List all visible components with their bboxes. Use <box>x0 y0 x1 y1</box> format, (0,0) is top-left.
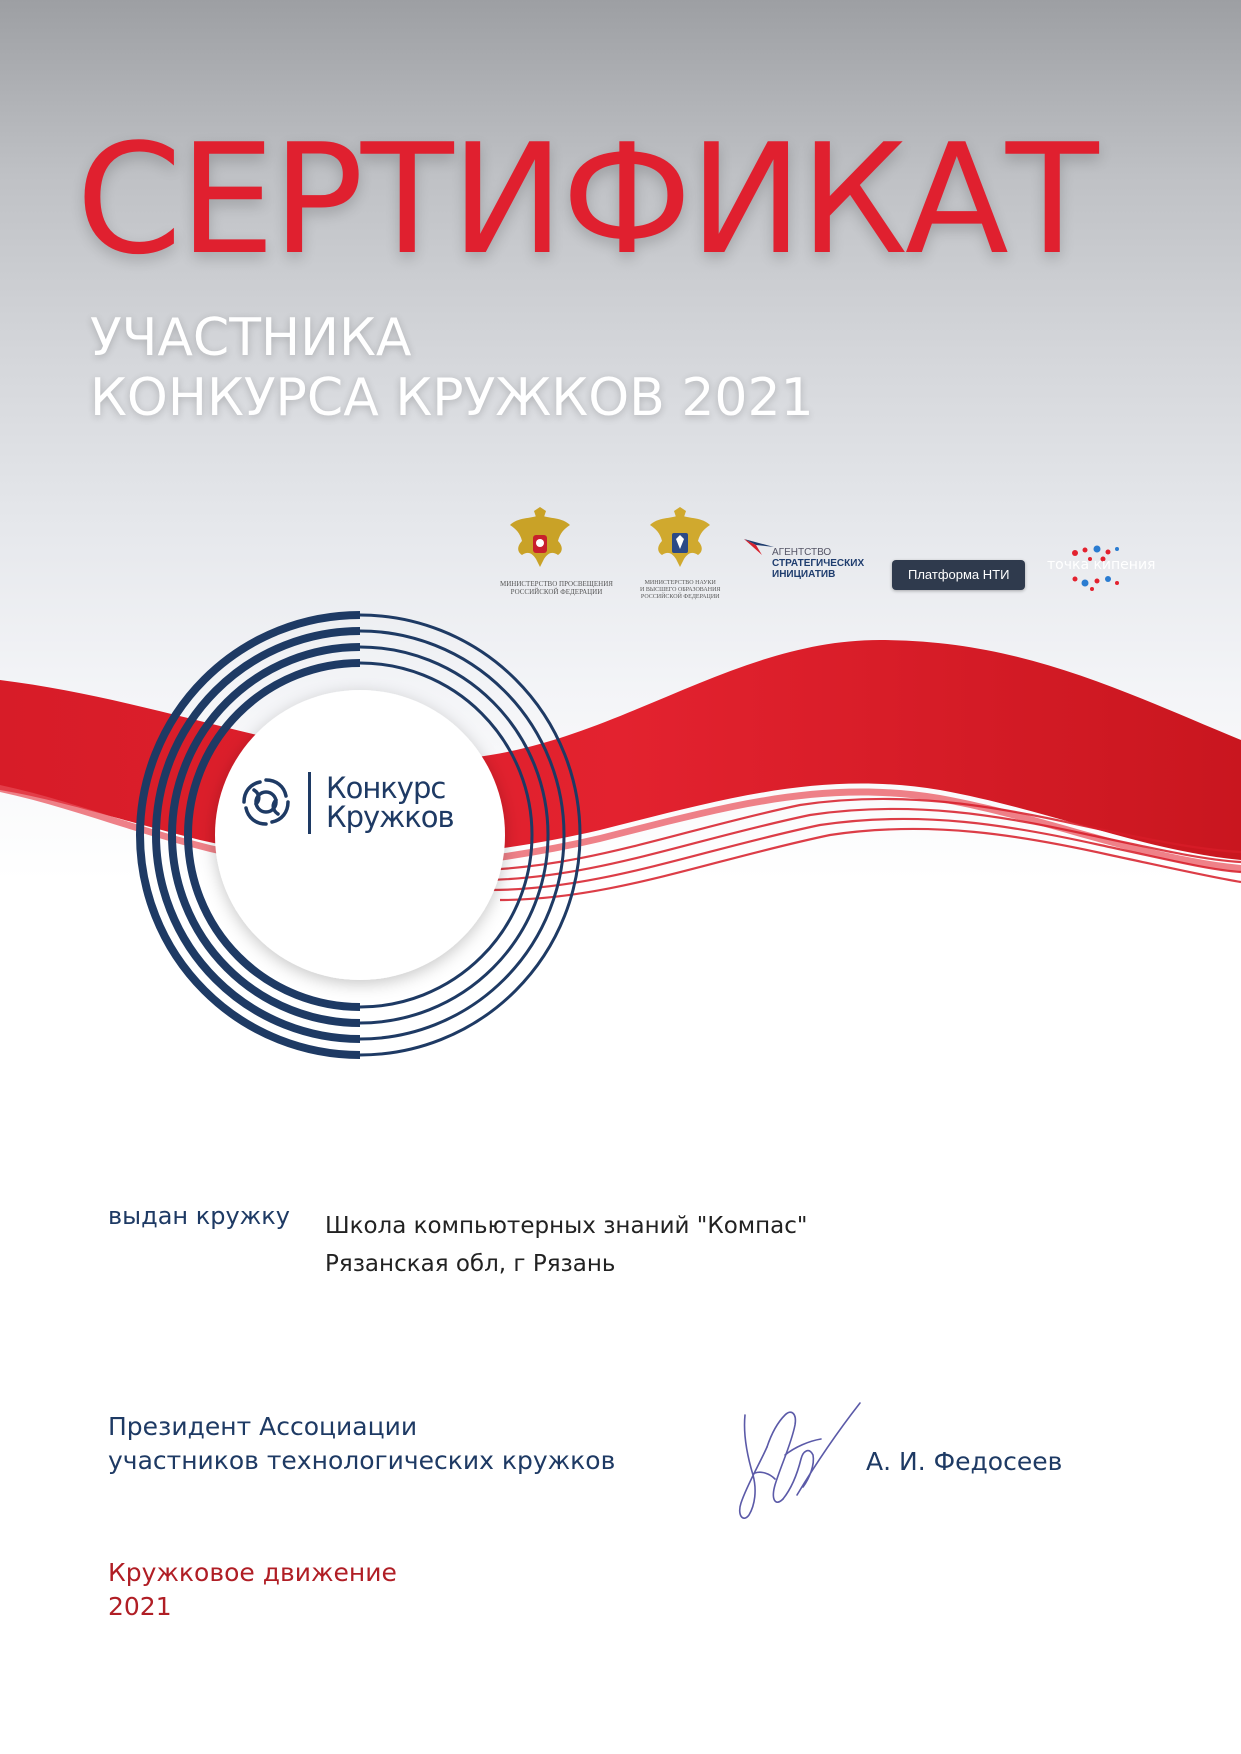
logo-ministry-education <box>500 505 613 596</box>
brand-divider <box>308 772 311 834</box>
signer-title <box>108 1410 615 1478</box>
caption-line-3: РОССИЙСКОЙ ФЕДЕРАЦИИ <box>640 594 720 600</box>
asi-wordmark <box>772 547 864 580</box>
footer-brand <box>108 1556 397 1624</box>
footer-year: 2021 <box>108 1592 172 1621</box>
tochka-kipeniya-wordmark: точка кипения <box>1047 557 1156 573</box>
issued-label: выдан кружку <box>108 1202 290 1230</box>
brand-line-1: Конкурс <box>326 771 446 805</box>
asi-line-1: АГЕНТСТВО <box>772 547 832 558</box>
center-disc <box>215 690 505 980</box>
recipient-name: Школа компьютерных знаний "Компас" <box>325 1213 808 1239</box>
subtitle-line-1: УЧАСТНИКА <box>90 308 412 368</box>
nti-platform-badge: Платформа НТИ <box>892 560 1025 590</box>
signer-title-line-2: участников технологических кружков <box>108 1446 616 1475</box>
asi-line-2: СТРАТЕГИЧЕСКИХ <box>772 558 865 569</box>
footer-line-1: Кружковое движение <box>108 1558 397 1587</box>
signer-name: А. И. Федосеев <box>866 1447 1063 1476</box>
recipient-block <box>325 1207 808 1283</box>
certificate-subtitle <box>90 308 814 428</box>
brand-line-2: Кружков <box>326 800 454 834</box>
handwritten-signature <box>725 1395 875 1535</box>
recipient-location: Рязанская обл, г Рязань <box>325 1251 616 1277</box>
caption-line-1: МИНИСТЕРСТВО ПРОСВЕЩЕНИЯ <box>500 580 613 588</box>
subtitle-line-2: КОНКУРСА КРУЖКОВ 2021 <box>90 368 814 428</box>
certificate-title: СЕРТИФИКАТ <box>76 111 1096 288</box>
logo-ministry-science <box>640 505 720 601</box>
caption-line-2: И ВЫСШЕГО ОБРАЗОВАНИЯ <box>640 587 721 593</box>
signer-title-line-1: Президент Ассоциации <box>108 1412 418 1441</box>
eagle-emblem-icon <box>500 505 580 575</box>
knot-logo-icon <box>236 772 296 832</box>
asi-arrow-icon <box>742 533 776 557</box>
logo-ministry-science-caption <box>640 580 720 601</box>
asi-line-3: ИНИЦИАТИВ <box>772 569 836 580</box>
logo-tochka-kipeniya <box>1045 545 1165 595</box>
concentric-rings <box>110 585 610 1085</box>
caption-line-1: МИНИСТЕРСТВО НАУКИ <box>644 580 716 586</box>
brand-wordmark <box>326 771 454 834</box>
caption-line-2: РОССИЙСКОЙ ФЕДЕРАЦИИ <box>510 588 603 596</box>
eagle-emblem-icon <box>640 505 720 575</box>
